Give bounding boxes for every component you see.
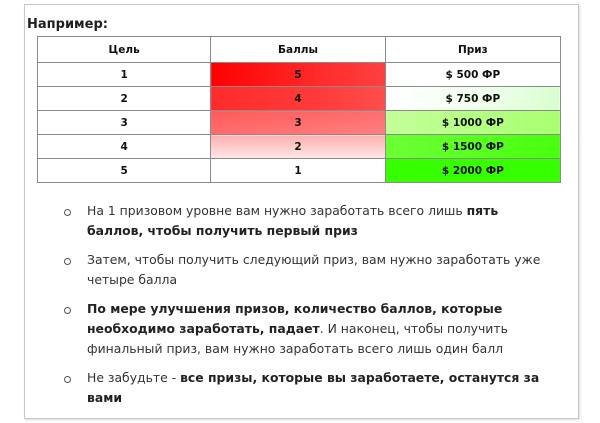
circle-bullet-icon (64, 307, 71, 314)
list-item (61, 201, 541, 241)
list-item (61, 299, 541, 359)
header-prize: Приз (385, 37, 560, 63)
points-cell: 3 (211, 111, 385, 135)
goal-cell: 2 (38, 87, 211, 111)
points-cell: 5 (211, 63, 385, 87)
tip-text: Затем, чтобы получить следующий приз, вам нужно заработать уже четыре балла (87, 252, 541, 287)
table-row (38, 87, 561, 111)
tips-list (61, 201, 541, 417)
tip-text: Не забудьте - (87, 370, 181, 385)
points-cell: 2 (211, 135, 385, 159)
circle-bullet-icon (64, 376, 71, 383)
prize-cell: $ 1500 ФР (385, 135, 560, 159)
points-cell: 1 (211, 159, 385, 183)
circle-bullet-icon (64, 258, 71, 265)
tip-text-bold: все призы, которые вы заработаете, останутся за вами (87, 370, 540, 405)
circle-bullet-icon (64, 209, 71, 216)
prize-table (37, 36, 561, 183)
prize-cell: $ 500 ФР (385, 63, 560, 87)
table-header-row (38, 37, 561, 63)
tip-text: . И наконец, чтобы получить финальный приз, вам нужно заработать всего лишь один балл (87, 321, 508, 356)
points-cell: 4 (211, 87, 385, 111)
table-row (38, 111, 561, 135)
prize-cell: $ 750 ФР (385, 87, 560, 111)
tip-text: На 1 призовом уровне вам нужно заработать всего лишь (87, 203, 467, 218)
table-row (38, 159, 561, 183)
prize-cell: $ 1000 ФР (385, 111, 560, 135)
goal-cell: 1 (38, 63, 211, 87)
table-row (38, 135, 561, 159)
prize-cell: $ 2000 ФР (385, 159, 560, 183)
table-row (38, 63, 561, 87)
list-item (61, 250, 541, 290)
tip-text-bold: По мере улучшения призов, количество баллов, которые необходимо заработать, падает (87, 301, 503, 336)
tip-text-bold: пять баллов, чтобы получить первый приз (87, 203, 499, 238)
goal-cell: 3 (38, 111, 211, 135)
list-item (61, 368, 541, 408)
header-points: Баллы (211, 37, 385, 63)
goal-cell: 4 (38, 135, 211, 159)
goal-cell: 5 (38, 159, 211, 183)
content-panel (24, 4, 579, 419)
section-heading: Например: (27, 17, 108, 32)
header-goal: Цель (38, 37, 211, 63)
